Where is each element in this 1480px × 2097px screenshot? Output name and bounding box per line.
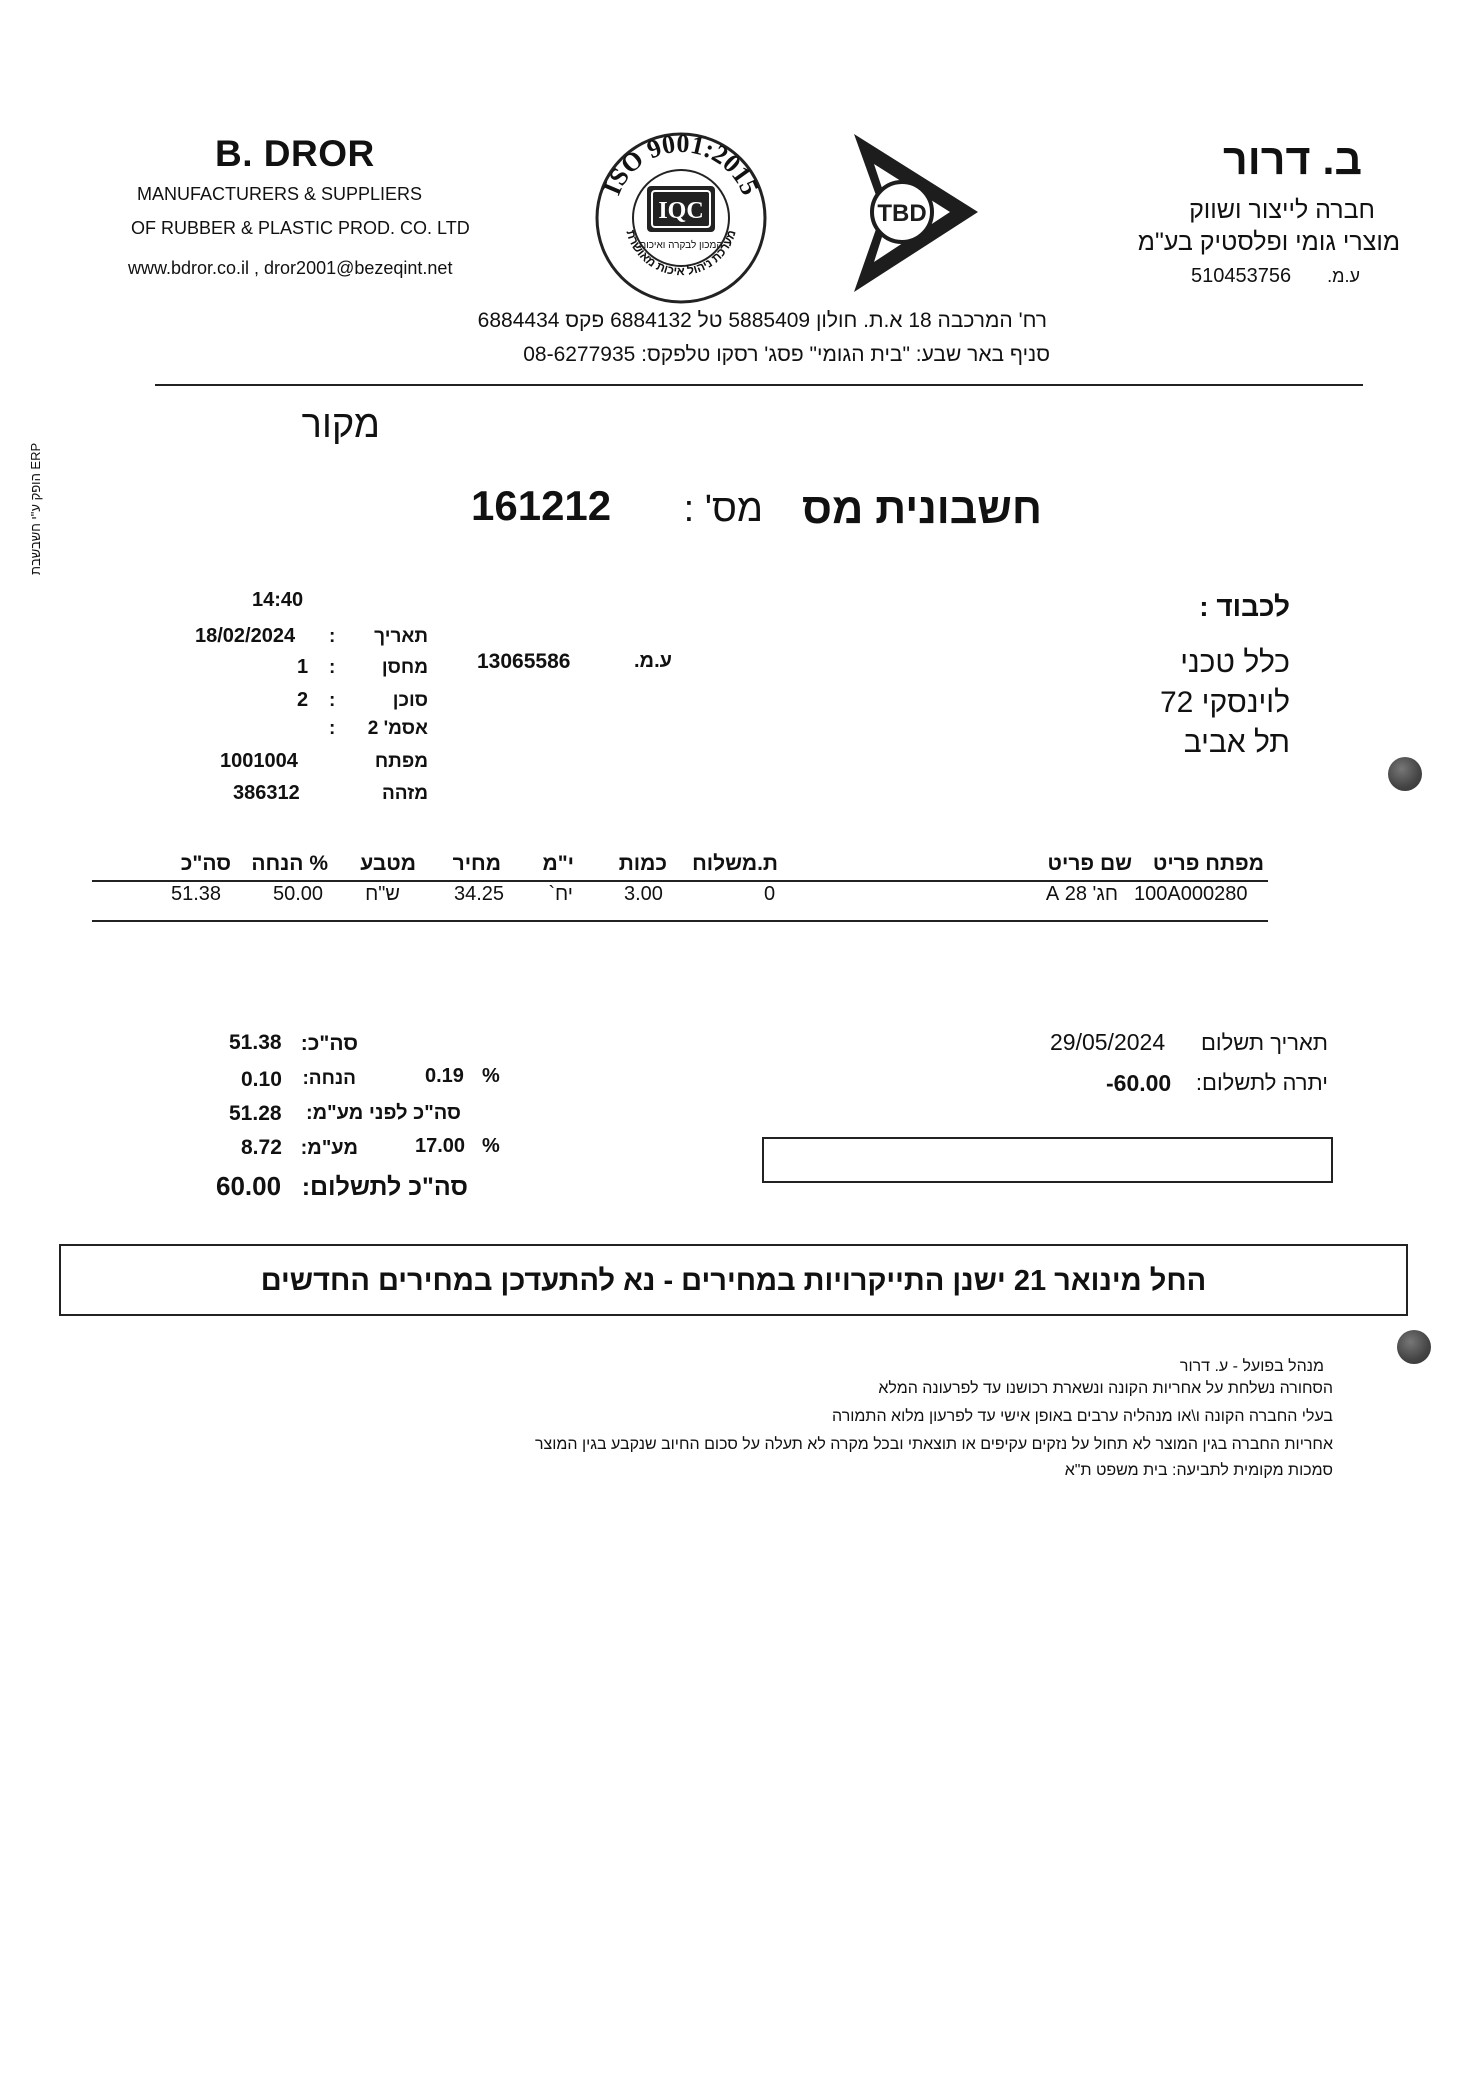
col-header-discount: % הנחה [251,852,328,875]
meta-label-warehouse: מחסן [381,657,428,678]
customer-street: לוינסקי 72 [1159,686,1290,719]
to-label: לכבוד : [1199,591,1290,622]
doc-number-label: מס' : [683,488,763,530]
svg-text:מערכת ניהול איכות מאושרת [623,228,738,278]
col-header-price: מחיר [452,852,501,875]
summary-discount-label: הנחה: [302,1068,356,1089]
summary-vat-pct-sign: % [482,1135,500,1157]
cell-price: 34.25 [454,883,505,905]
meta-colon-warehouse: : [329,657,336,678]
meta-value-key: 1001004 [220,750,298,772]
doc-number: 161212 [471,482,612,529]
table-header-rule [92,880,1268,882]
meta-colon-date: : [329,626,336,647]
meta-value-date: 18/02/2024 [195,625,296,647]
cell-shipment: 0 [764,883,776,905]
col-header-qty: כמות [618,852,667,875]
customer-name: כלל טכני [1180,646,1290,679]
summary-vat-label: מע"מ: [300,1137,358,1159]
footer-term-1: הסחורה נשלחת על אחריות הקונה ונשארת רכושנו עד לפרעונה המלא [878,1380,1333,1397]
payment-date: 29/05/2024 [1050,1029,1166,1055]
cell-item-name: חג' 28 A [1045,883,1118,905]
footer-term-3: אחריות החברה בגין המוצר לא תחול על נזקים עקיפים או תוצאתי ובכל מקרה לא תעלה על סכום החיוב שנקבע בגין המוצר [534,1436,1333,1453]
iso-certification-logo [593,130,769,306]
cell-total: 51.38 [171,883,222,905]
company-name-he: ב. דרור [1223,136,1362,184]
punch-hole [1388,757,1422,791]
company-desc-he-2: מוצרי גומי ופלסטיק בע"מ [1137,228,1400,256]
cell-qty: 3.00 [624,883,663,905]
copy-label: מקור [301,404,380,446]
meta-value-warehouse: 1 [297,656,309,678]
col-header-unit: י"מ [542,852,574,875]
meta-colon-agent: : [329,690,336,711]
summary-discount-pct-sign: % [482,1065,500,1087]
company-desc-he-1: חברה לייצור ושווק [1189,196,1375,224]
meta-colon-ref2: : [329,718,336,739]
iqc-label: IQC [658,198,704,224]
header-divider [155,384,1363,386]
meta-value-agent: 2 [297,689,309,711]
signature-box [762,1137,1333,1183]
balance-label: יתרה לתשלום: [1195,1070,1328,1095]
customer-vat: 13065586 [477,650,571,673]
tbd-label: TBD [877,200,927,227]
balance-value: -60.00 [1106,1070,1172,1096]
cell-unit: יח` [548,883,573,905]
meta-label-key: מפתח [374,751,428,772]
meta-value-id: 386312 [233,782,300,804]
summary-grand-label: סה"כ לתשלום: [301,1173,468,1201]
customer-vat-label: ע.מ. [634,650,672,672]
company-id-label: ע.מ. [1327,266,1360,286]
cell-currency: ש"ח [365,883,400,905]
summary-grand: 60.00 [216,1171,282,1201]
iso-ring-bottom: מערכת ניהול איכות מאושרת [623,228,739,279]
doc-title: חשבונית מס [802,485,1042,533]
summary-before-vat-label: סה"כ לפני מע"מ: [305,1102,461,1124]
col-header-total: סה"כ [180,852,231,875]
notice-box [59,1244,1408,1316]
col-header-item-name: שם פריט [1047,852,1132,875]
cell-discount: 50.00 [273,883,324,905]
col-header-shipment: ת.משלוח [692,852,778,875]
col-header-item-key: מפתח פריט [1152,852,1264,875]
contact-info: www.bdror.co.il , dror2001@bezeqint.net [128,258,453,278]
company-desc-en-2: OF RUBBER & PLASTIC PROD. CO. LTD [131,218,470,238]
footer-manager: מנהל בפועל - ע. דרור [1179,1358,1324,1375]
address-line-1: רח' המרכבה 18 א.ת. חולון 5885409 טל 6884132 פקס 6884434 [477,309,1047,332]
table-bottom-rule [92,920,1268,922]
payment-date-label: תאריך תשלום [1200,1030,1328,1055]
iso-label: ISO 9001:2015 [597,130,765,200]
summary-vat: 8.72 [241,1136,282,1159]
meta-label-ref2: אסמ' 2 [367,718,428,739]
punch-hole [1397,1330,1431,1364]
summary-discount: 0.10 [241,1068,282,1091]
company-name-en: B. DROR [215,133,375,174]
summary-discount-pct: 0.19 [425,1065,464,1087]
footer-term-4: סמכות מקומית לתביעה: בית משפט ת"א [1064,1462,1333,1479]
summary-vat-pct: 17.00 [415,1135,466,1157]
side-note: ERP הופק ע"י חשבשבת [28,442,43,575]
company-id: 510453756 [1191,265,1292,287]
meta-label-agent: סוכן [392,690,428,711]
customer-city: תל אביב [1183,726,1290,759]
tbd-logo [838,128,988,298]
col-header-currency: מטבע [360,852,416,875]
notice-text: החל מינואר 21 ישנן התייקרויות במחירים - נא להתעדכן במחירים החדשים [260,1265,1207,1297]
summary-total: 51.38 [229,1031,282,1054]
summary-total-label: סה"כ: [300,1032,358,1055]
address-line-2: סניף באר שבע: "בית הגומי" פסג' רסקו טלפקס: 08-6277935 [523,343,1050,366]
footer-term-2: בעלי החברה הקונה ו\או מנהליה ערבים באופן אישי עד לפרעון מלוא התמורה [832,1408,1333,1425]
meta-label-date: תאריך [374,626,428,647]
company-desc-en-1: MANUFACTURERS & SUPPLIERS [137,184,423,204]
cell-item-key: 100A000280 [1134,883,1248,905]
doc-time: 14:40 [252,589,304,611]
meta-label-id: מזהה [381,783,428,804]
iqc-sub-label: המכון לבקרה ואיכות [639,240,723,251]
summary-before-vat: 51.28 [229,1102,282,1125]
